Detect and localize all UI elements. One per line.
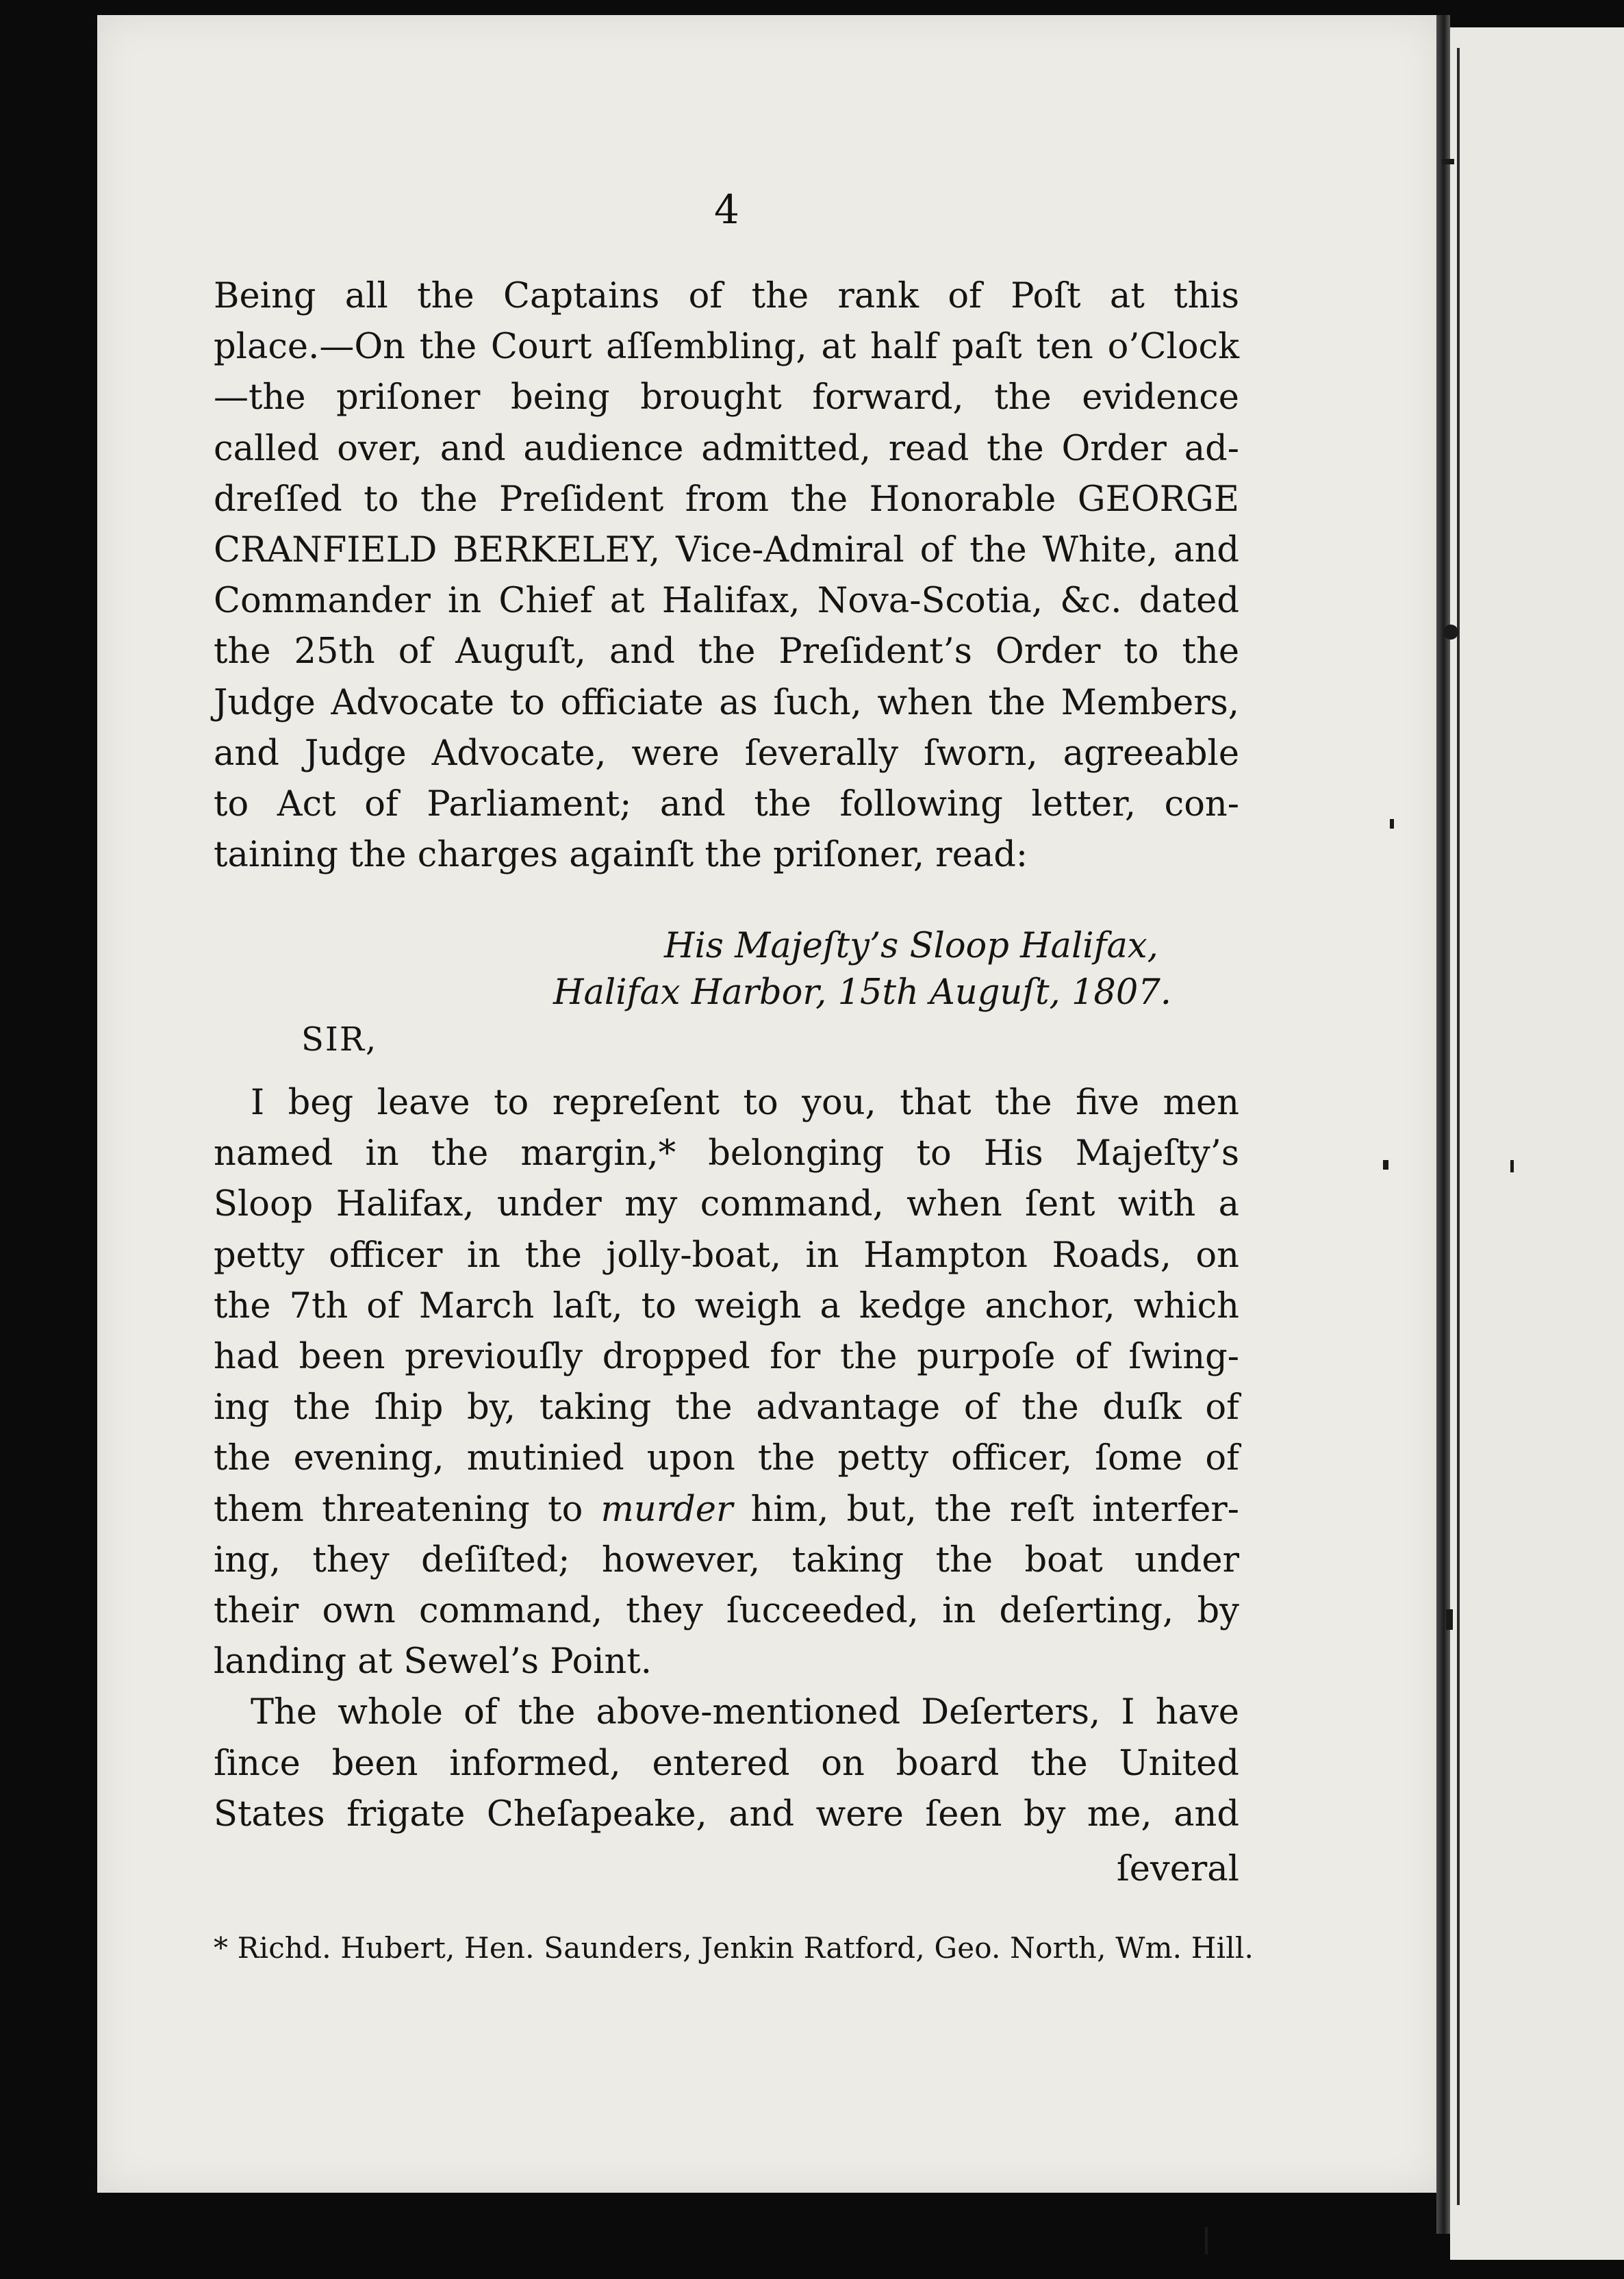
text-line: CRANFIELD BERKELEY, Vice-Admiral of the White, and — [214, 530, 1239, 571]
scan-speck — [1383, 1160, 1388, 1170]
letter-salutation: SIR, — [301, 1020, 378, 1059]
letter-line: landing at Sewel’s Point. — [214, 1641, 652, 1683]
text-line: the 25th of Auguſt, and the Preſident’s Order to the — [214, 631, 1239, 672]
text-line: and Judge Advocate, were ſeverally ſworn, agreeable — [214, 733, 1239, 774]
text-line: to Act of Parliament; and the following letter, con- — [214, 784, 1239, 825]
letter-text — [214, 1078, 1239, 1840]
facing-page-rule — [1457, 48, 1460, 2205]
text-line: Judge Advocate to officiate as ſuch, when the Members, — [214, 682, 1239, 723]
main-text — [214, 271, 1239, 881]
scan-speck — [1442, 159, 1454, 164]
letter-line: ing the ſhip by, taking the advantage of the duſk of — [214, 1387, 1239, 1428]
book-gutter — [1436, 15, 1450, 2234]
scan-speck — [1510, 1160, 1514, 1172]
text-line: taining the charges againſt the priſoner, read: — [214, 835, 1028, 876]
letter-line: the evening, mutinied upon the petty officer, ſome of — [214, 1438, 1239, 1479]
letter-line: them threatening to murder him, but, the reſt interfer- — [214, 1489, 1239, 1530]
facing-page-edge — [1450, 27, 1624, 2260]
text-line: —the priſoner being brought forward, the evidence — [214, 377, 1239, 418]
letter-heading-place-date: Halifax Harbor, 15th Auguſt, 1807. — [553, 972, 1171, 1013]
emphasized-word: murder — [600, 1489, 733, 1530]
catchword: ſeveral — [1116, 1849, 1239, 1889]
scan-speck — [1390, 819, 1394, 829]
letter-line: their own command, they ſucceeded, in deſerting, by — [214, 1591, 1239, 1632]
text-line: Being all the Captains of the rank of Poſt at this — [214, 276, 1239, 316]
letter-line: Sloop Halifax, under my command, when ſent with a — [214, 1184, 1239, 1225]
text-line: Commander in Chief at Halifax, Nova-Scotia, &c. dated — [214, 581, 1239, 622]
letter-line: I beg leave to repreſent to you, that the five men — [251, 1083, 1239, 1123]
letter-heading-ship: His Majeſty’s Sloop Halifax, — [664, 926, 1158, 966]
letter-line: the 7th of March laſt, to weigh a kedge anchor, which — [214, 1285, 1239, 1326]
letter-line: States frigate Cheſapeake, and were ſeen by me, and — [214, 1793, 1239, 1835]
scan-speck — [1443, 625, 1458, 640]
text-line: called over, and audience admitted, read the Order ad- — [214, 428, 1239, 469]
letter-line: The whole of the above-mentioned Deſerters, I have — [251, 1692, 1239, 1733]
letter-line: had been previouſly dropped for the purpoſe of ſwing- — [214, 1337, 1239, 1378]
footnote: * Richd. Hubert, Hen. Saunders, Jenkin Ratford, Geo. North, Wm. Hill. — [214, 1931, 1254, 1965]
text-line: dreſſed to the Preſident from the Honorable GEORGE — [214, 479, 1239, 520]
letter-line: petty officer in the jolly-boat, in Hampton Roads, on — [214, 1235, 1239, 1276]
scan-speck — [1205, 2227, 1208, 2254]
page-number: 4 — [714, 186, 739, 233]
scan-speck — [1446, 1609, 1453, 1630]
letter-line: ing, they deſiſted; however, taking the boat under — [214, 1539, 1239, 1581]
letter-line: named in the margin,* belonging to His Majeſty’s — [214, 1133, 1239, 1174]
letter-line: ſince been informed, entered on board the United — [214, 1743, 1239, 1784]
text-line: place.—On the Court aſſembling, at half paſt ten o’Clock — [214, 327, 1239, 368]
